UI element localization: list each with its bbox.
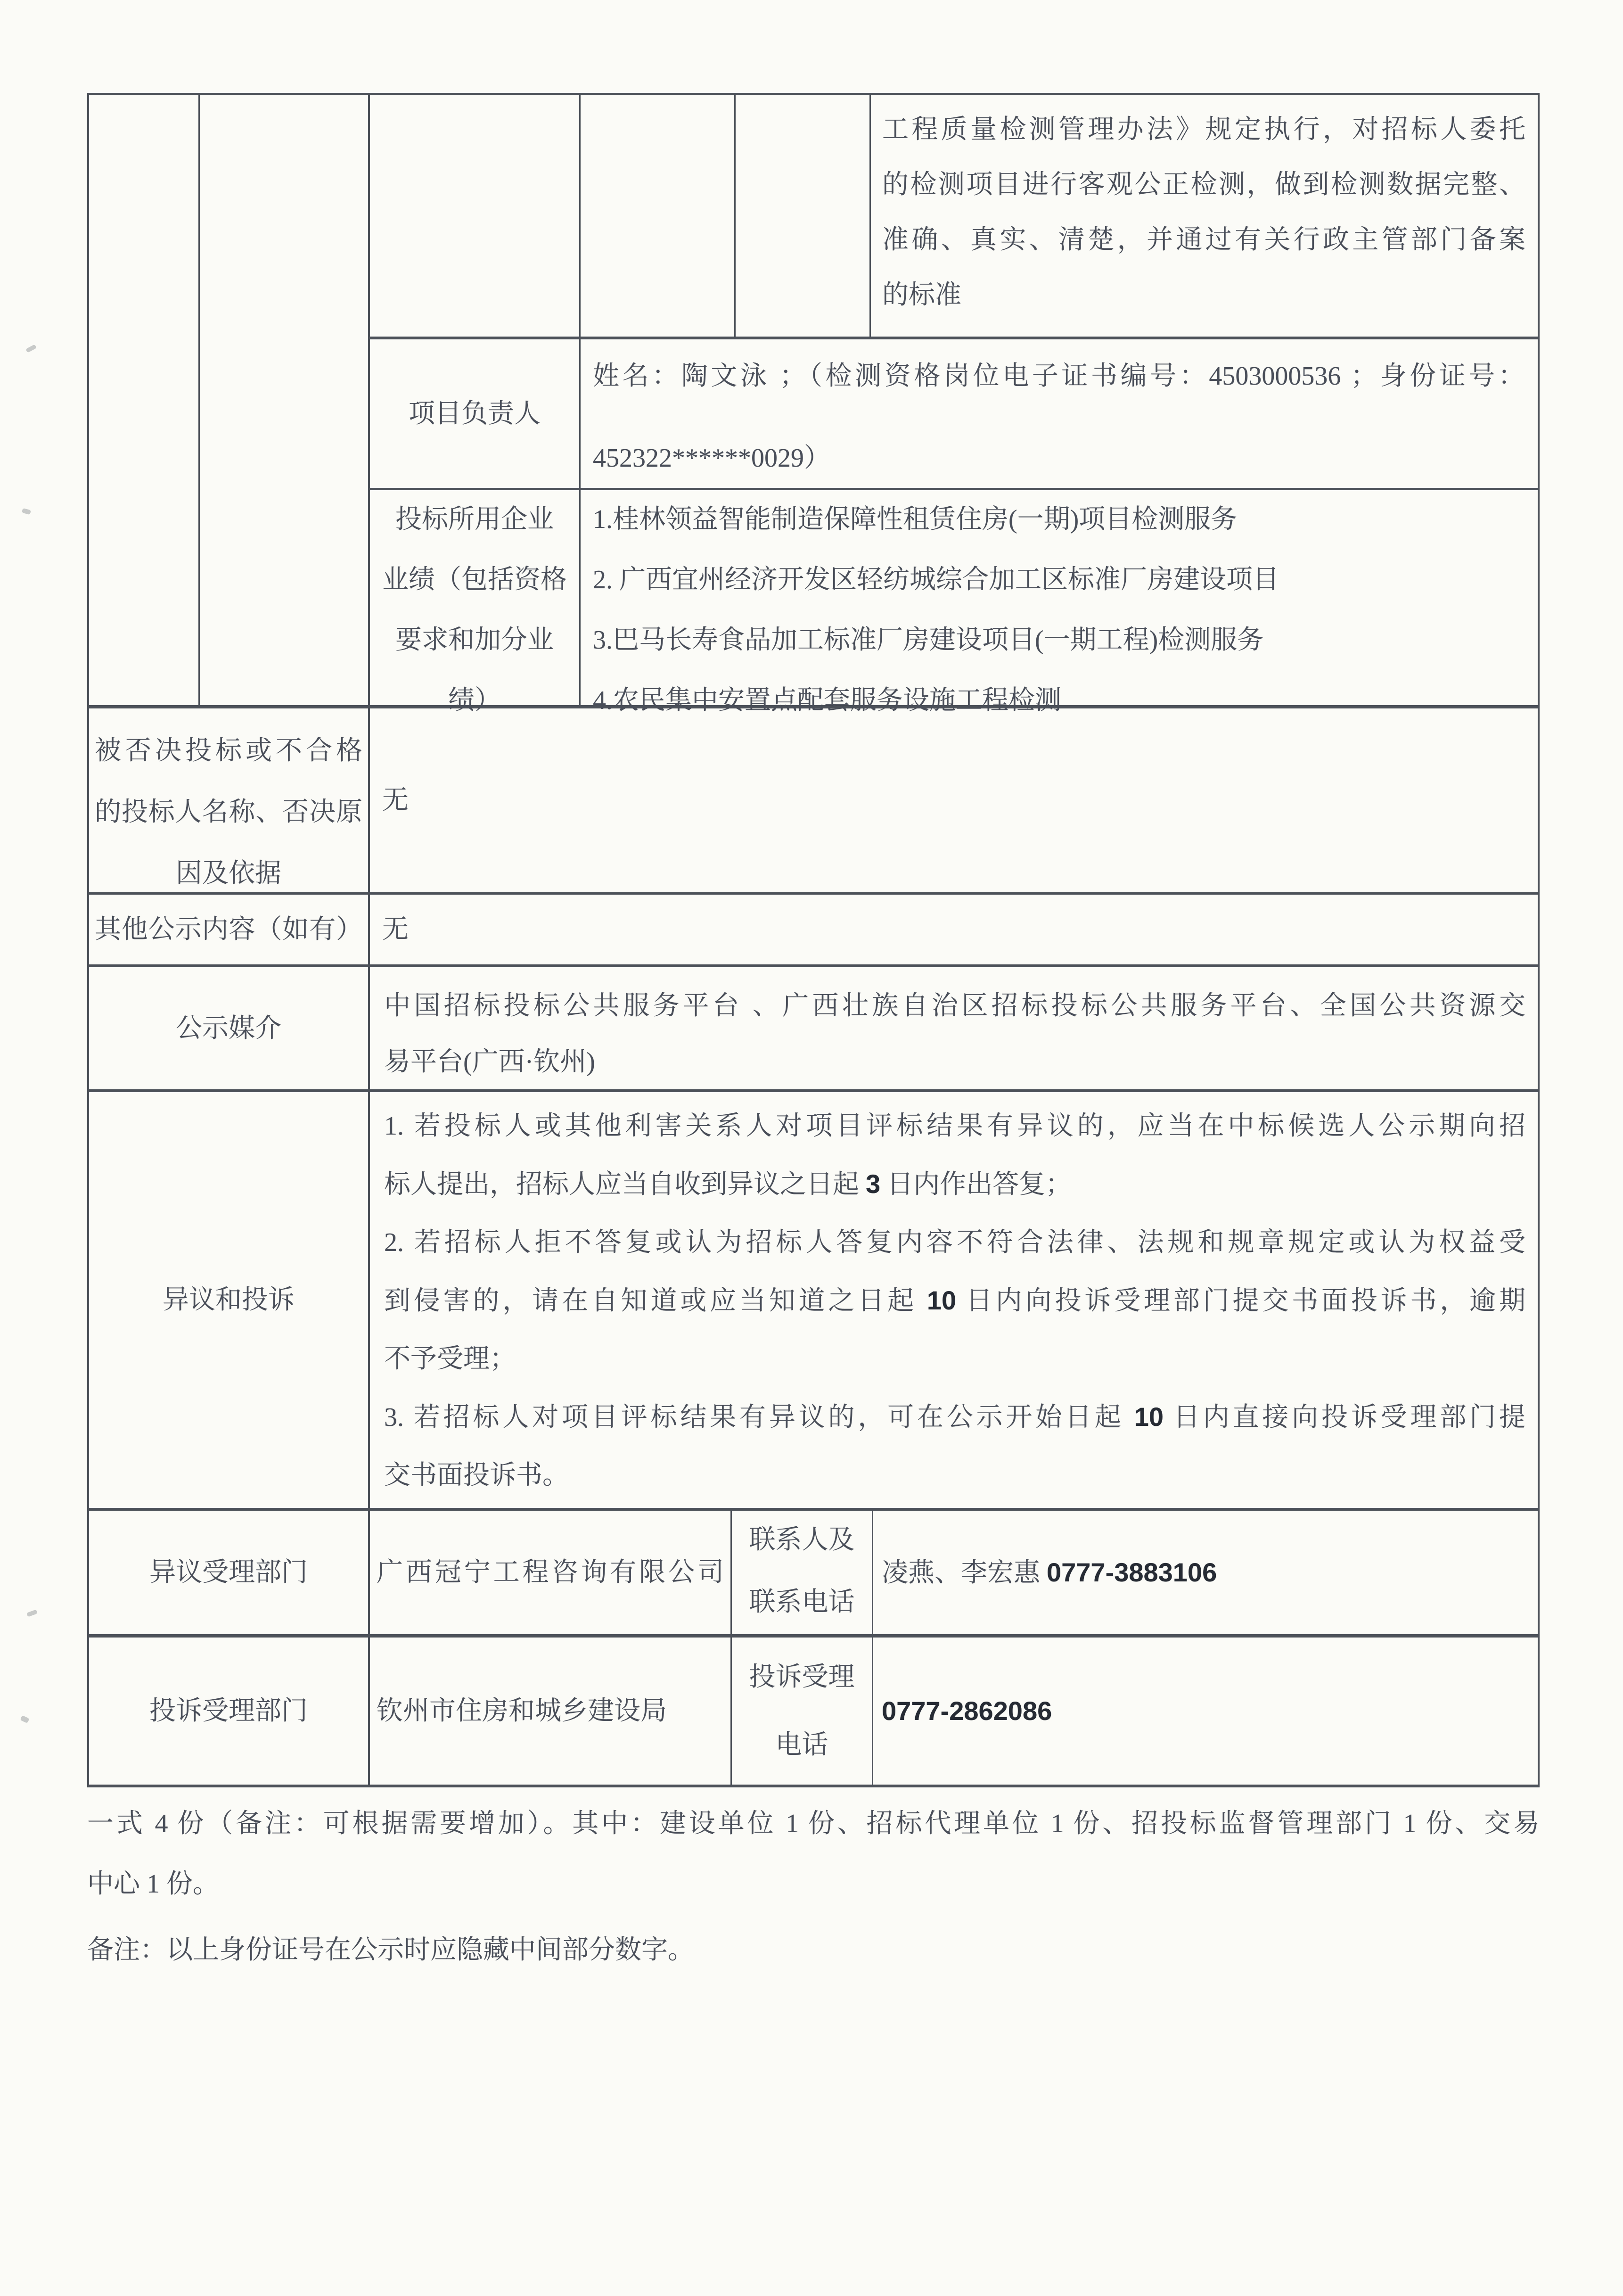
objection-text-line: 到侵害的，请在自知道或应当知道之日起 10 日内向投诉受理部门提交书面投诉书，逾期 (384, 1285, 1526, 1316)
cell-other-content-value (370, 895, 1538, 964)
cell-complaint-phone-label (732, 1638, 872, 1785)
complaint-phone: 0777-2862086 (882, 1696, 1052, 1726)
standard-clause-line: 的检测项目进行客观公正检测，做到检测数据完整、 (882, 170, 1525, 199)
complaint-phone-label-line: 电话 (775, 1730, 828, 1760)
objection-text-line: 1. 若投标人或其他利害关系人对项目评标结果有异议的，应当在中标候选人公示期向招 (384, 1111, 1525, 1141)
cell-complaint-phone-value (873, 1638, 1538, 1785)
contact-label-line: 联系人及 (749, 1525, 855, 1555)
performance-item: 4.农民集中安置点配套服务设施工程检测 (593, 686, 1061, 715)
table-rule-right (1538, 93, 1540, 1786)
complaint-dept-label: 投诉受理部门 (149, 1696, 308, 1726)
other-content-label: 其他公示内容（如有） (95, 915, 362, 944)
objection-text-line: 标人提出，招标人应当自收到异议之日起 3 日内作出答复； (384, 1169, 1072, 1199)
complaint-phone-label-line: 投诉受理 (749, 1662, 855, 1692)
project-leader-name-line: 姓名：陶文泳 ；（检测资格岗位电子证书编号：4503000536 ；身份证号： (593, 362, 1525, 391)
cell-objection-dept-org (370, 1511, 730, 1634)
performance-item: 2. 广西宜州经济开发区轻纺城综合加工区标准厂房建设项目 (593, 565, 1279, 594)
cell-other-content-label (89, 895, 368, 964)
cell-objection-label (89, 1092, 368, 1508)
table-rule-col2 (198, 93, 200, 706)
performance-label-line: 要求和加分业 (395, 625, 554, 655)
project-leader-id-line: 452322******0029） (593, 444, 830, 473)
other-content-value: 无 (382, 915, 409, 944)
rejected-bidders-label-line: 的投标人名称、否决原 (95, 798, 362, 827)
performance-item: 3.巴马长寿食品加工标准厂房建设项目(一期工程)检测服务 (593, 625, 1264, 655)
rejected-bidders-label-line: 被否决投标或不合格 (95, 736, 362, 765)
cell-rejected-bidders-label (89, 708, 368, 892)
cell-performance-label (370, 490, 579, 715)
objection-text-line: 2. 若招标人拒不答复或认为招标人答复内容不符合法律、法规和规章规定或认为权益受 (384, 1228, 1525, 1257)
cell-standard-clause (871, 93, 1538, 337)
complaint-dept-org: 钦州市住房和城乡建设局 (377, 1696, 667, 1726)
standard-clause-line: 准确、真实、清楚，并通过有关行政主管部门备案 (882, 225, 1525, 255)
project-leader-label: 项目负责人 (409, 399, 541, 428)
footer-copies-line1: 一式 4 份（备注：可根据需要增加）。其中：建设单位 1 份、招标代理单位 1 份、招投标监督管理部门 1 份、交易 (87, 1809, 1540, 1838)
media-value-line: 易平台(广西·钦州) (384, 1047, 595, 1077)
objection-text-line: 不予受理； (384, 1344, 516, 1374)
performance-item: 1.桂林领益智能制造保障性租赁住房(一期)项目检测服务 (593, 505, 1238, 534)
cell-objection-dept-contact-value (873, 1511, 1538, 1634)
rejected-bidders-value: 无 (382, 786, 409, 815)
cell-objection-dept-contact-label (732, 1511, 872, 1634)
objection-dept-label: 异议受理部门 (149, 1558, 308, 1587)
contact-label-line: 联系电话 (749, 1588, 855, 1617)
standard-clause-line: 的标准 (882, 280, 961, 310)
media-label: 公示媒介 (176, 1013, 281, 1043)
contact-phone: 0777-3883106 (1047, 1557, 1217, 1587)
table-rule-bottom (87, 1785, 1540, 1787)
cell-media-label (89, 967, 368, 1089)
cell-objection-dept-label (89, 1511, 368, 1634)
cell-complaint-dept-label (89, 1638, 368, 1785)
standard-clause-line: 工程质量检测管理办法》规定执行，对招标人委托 (882, 115, 1525, 144)
performance-label-line: 绩） (448, 686, 501, 715)
performance-label-line: 业绩（包括资格 (382, 565, 567, 594)
scan-artifact-mark (22, 508, 31, 515)
table-rule-col5-top (734, 93, 736, 338)
objection-dept-org: 广西冠宁工程咨询有限公司 (377, 1558, 724, 1587)
cell-objection-text (370, 1092, 1538, 1508)
rejected-bidders-label-line: 因及依据 (176, 859, 281, 888)
cell-complaint-dept-org (370, 1638, 730, 1785)
cell-rejected-bidders-value (370, 708, 1538, 892)
footer-copies-line2: 中心 1 份。 (87, 1869, 219, 1899)
objection-label: 异议和投诉 (163, 1285, 295, 1315)
objection-text-line: 交书面投诉书。 (384, 1461, 569, 1490)
scan-artifact-mark (20, 1715, 29, 1723)
objection-dept-contact (882, 1559, 1538, 1586)
performance-label-line: 投标所用企业 (395, 505, 554, 534)
footer-note: 备注：以上身份证号在公示时应隐藏中间部分数字。 (87, 1935, 694, 1965)
cell-project-leader-value (581, 339, 1538, 488)
cell-media-value (370, 967, 1538, 1089)
scan-artifact-mark (25, 344, 37, 353)
media-value-line: 中国招标投标公共服务平台 、广西壮族自治区招标投标公共服务平台、全国公共资源交 (384, 991, 1525, 1020)
scan-artifact-mark (26, 1610, 38, 1617)
contact-names: 凌燕、李宏惠 (882, 1558, 1047, 1588)
table-rule-r8 (87, 1634, 1540, 1638)
objection-text-line: 3. 若招标人对项目评标结果有异议的，可在公示开始日起 10 日内直接向投诉受理部门提 (384, 1402, 1526, 1432)
cell-performance-items (581, 490, 1538, 715)
cell-project-leader-label (370, 339, 579, 488)
